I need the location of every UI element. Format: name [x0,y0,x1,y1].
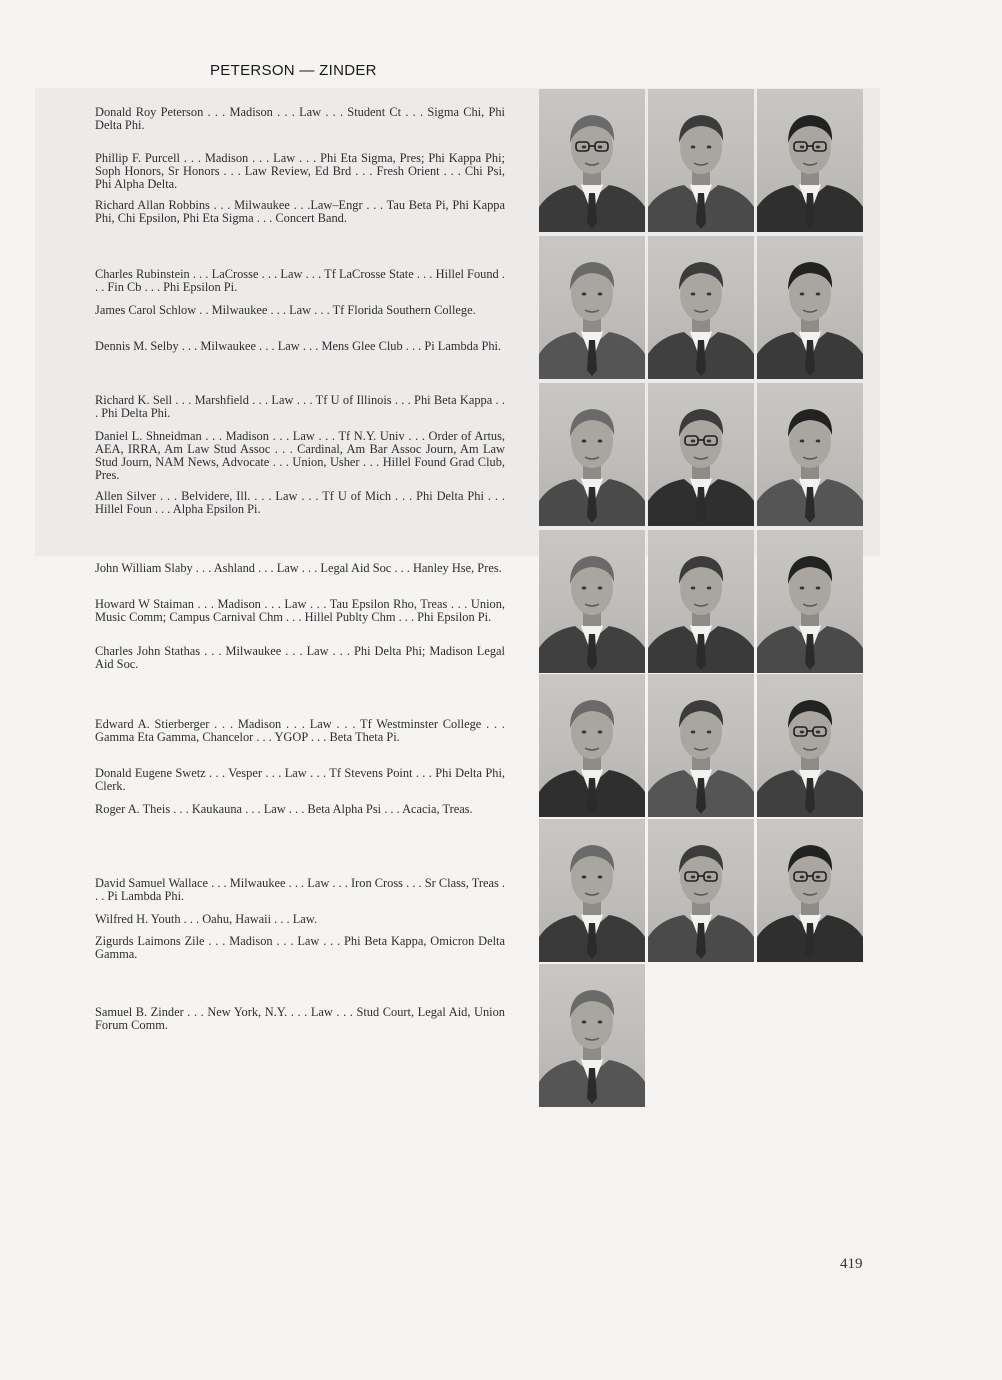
student-entry-swetz: Donald Eugene Swetz . . . Vesper . . . Law . . . Tf Stevens Point . . . Phi Delta Phi, Clerk. [95,766,505,793]
student-entry-shneidman: Daniel L. Shneidman . . . Madison . . . Law . . . Tf N.Y. Univ . . . Order of Artus, AEA, IRRA, Am Law Stud Assoc . . . Cardinal, Am Bar Assoc Journ, Am Law Stud Journ, NAM News, Advocate . . . Union, Usher . . . Hillel Found Grad Club, Pres. [95,429,505,482]
portrait-photo-zile [757,819,863,962]
student-entry-staiman: Howard W Staiman . . . Madison . . . Law . . . Tau Epsilon Rho, Treas . . . Union, Music Comm; Campus Carnival Chm . . . Hillel Publty Chm . . . Phi Epsilon Pi. [95,597,505,624]
student-entry-wallace: David Samuel Wallace . . . Milwaukee . . . Law . . . Iron Cross . . . Sr Class, Treas . . . Pi Lambda Phi. [95,876,505,903]
page-number: 419 [840,1256,863,1272]
portrait-photo-slaby [539,530,645,673]
student-entry-rubinstein: Charles Rubinstein . . . LaCrosse . . . Law . . . Tf LaCrosse State . . . Hillel Found . . . Fin Cb . . . Phi Epsilon Pi. [95,267,505,294]
portrait-photo-schlow [648,236,754,379]
portrait-photo-theis [757,674,863,817]
portrait-photo-youth [648,819,754,962]
student-entry-robbins: Richard Allan Robbins . . . Milwaukee . . .Law–Engr . . . Tau Beta Pi, Phi Kappa Phi, Chi Epsilon, Phi Eta Sigma . . . Concert Band. [95,198,505,225]
portrait-photo-zinder [539,964,645,1107]
student-entry-purcell: Phillip F. Purcell . . . Madison . . . Law . . . Phi Eta Sigma, Pres; Phi Kappa Phi; Soph Honors, Sr Honors . . . Law Review, Ed Brd . . . Fresh Orient . . . Chi Psi, Phi Alpha Delta. [95,151,505,191]
student-entry-zinder: Samuel B. Zinder . . . New York, N.Y. . . . Law . . . Stud Court, Legal Aid, Union Forum Comm. [95,1005,505,1032]
portrait-photo-stierberger [539,674,645,817]
student-entry-slaby: John William Slaby . . . Ashland . . . Law . . . Legal Aid Soc . . . Hanley Hse, Pres. [95,561,502,575]
student-entry-zile: Zigurds Laimons Zile . . . Madison . . . Law . . . Phi Beta Kappa, Omicron Delta Gamma. [95,934,505,961]
student-entry-sell: Richard K. Sell . . . Marshfield . . . Law . . . Tf U of Illinois . . . Phi Beta Kappa . . . Phi Delta Phi. [95,393,505,420]
student-entry-stierberger: Edward A. Stierberger . . . Madison . . . Law . . . Tf Westminster College . . . Gamma Eta Gamma, Chancelor . . . YGOP . . . Beta Theta Pi. [95,717,505,744]
portrait-photo-swetz [648,674,754,817]
student-entry-schlow: James Carol Schlow . . Milwaukee . . . Law . . . Tf Florida Southern College. [95,303,476,317]
student-entry-youth: Wilfred H. Youth . . . Oahu, Hawaii . . . Law. [95,912,318,926]
student-entry-theis: Roger A. Theis . . . Kaukauna . . . Law . . . Beta Alpha Psi . . . Acacia, Treas. [95,802,473,816]
portrait-photo-shneidman [648,383,754,526]
student-entry-peterson: Donald Roy Peterson . . . Madison . . . Law . . . Student Ct . . . Sigma Chi, Phi Delta Phi. [95,105,505,132]
portrait-photo-robbins [757,89,863,232]
portrait-photo-sell [539,383,645,526]
portrait-photo-rubinstein [539,236,645,379]
portrait-photo-staiman [648,530,754,673]
portrait-photo-peterson [539,89,645,232]
student-entry-stathas: Charles John Stathas . . . Milwaukee . . . Law . . . Phi Delta Phi; Madison Legal Aid Soc. [95,644,505,671]
portrait-photo-stathas [757,530,863,673]
portrait-photo-selby [757,236,863,379]
portrait-photo-purcell [648,89,754,232]
portrait-photo-silver [757,383,863,526]
student-entry-selby: Dennis M. Selby . . . Milwaukee . . . Law . . . Mens Glee Club . . . Pi Lambda Phi. [95,339,502,353]
student-entry-silver: Allen Silver . . . Belvidere, Ill. . . . Law . . . Tf U of Mich . . . Phi Delta Phi . . . Hillel Foun . . . Alpha Epsilon Pi. [95,489,505,516]
portrait-photo-wallace [539,819,645,962]
page-header: PETERSON — ZINDER [210,62,377,79]
